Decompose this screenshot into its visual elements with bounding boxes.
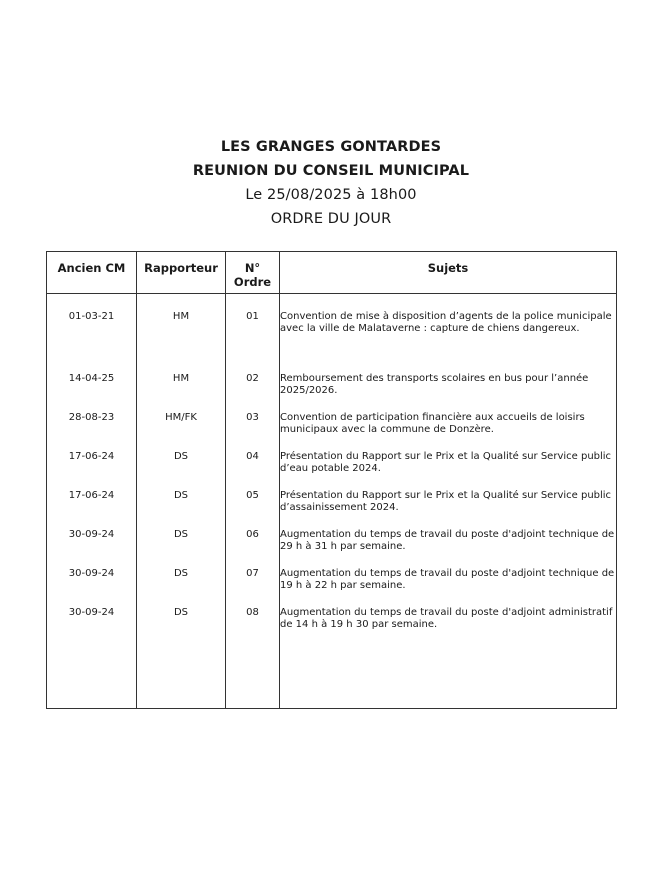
cell-sujet: Présentation du Rapport sur le Prix et la Qualité sur Service public d’assainissement 2024.: [280, 475, 617, 514]
empty-cell: [226, 631, 280, 709]
cell-ancien-cm: 17-06-24: [47, 436, 137, 475]
agenda-title: ORDRE DU JOUR: [270, 211, 392, 227]
cell-rapporteur: DS: [137, 592, 226, 631]
table-row: [47, 553, 617, 592]
cell-numero: 05: [226, 475, 280, 514]
cell-ancien-cm: 17-06-24: [47, 475, 137, 514]
cell-sujet: Augmentation du temps de travail du poste d'adjoint administratif de 14 h à 19 h 30 par semaine.: [280, 592, 617, 631]
cell-sujet: Augmentation du temps de travail du poste d'adjoint technique de 29 h à 31 h par semaine.: [280, 514, 617, 553]
cell-sujet: Convention de mise à disposition d’agents de la police municipale avec la ville de Malataverne : capture de chiens dangereux.: [280, 294, 617, 358]
empty-cell: [280, 631, 617, 709]
cell-numero: 07: [226, 553, 280, 592]
column-header-sujets: Sujets: [280, 252, 617, 294]
meeting-date: Le 25/08/2025 à 18h00: [245, 187, 417, 203]
table-row: [47, 397, 617, 436]
cell-numero: 03: [226, 397, 280, 436]
cell-ancien-cm: 30-09-24: [47, 592, 137, 631]
table-row: [47, 294, 617, 358]
cell-rapporteur: DS: [137, 553, 226, 592]
cell-sujet: Remboursement des transports scolaires en bus pour l’année 2025/2026.: [280, 358, 617, 397]
table-row: [47, 436, 617, 475]
cell-numero: 08: [226, 592, 280, 631]
column-header-numero: [226, 252, 280, 294]
agenda-table: [46, 251, 617, 709]
cell-sujet: Convention de participation financière aux accueils de loisirs municipaux avec la commune de Donzère.: [280, 397, 617, 436]
meeting-title: REUNION DU CONSEIL MUNICIPAL: [192, 163, 470, 179]
cell-sujet: Augmentation du temps de travail du poste d'adjoint technique de 19 h à 22 h par semaine.: [280, 553, 617, 592]
document-header: [0, 135, 662, 231]
table-row: [47, 475, 617, 514]
commune-title: LES GRANGES GONTARDES: [220, 139, 442, 155]
cell-rapporteur: HM/FK: [137, 397, 226, 436]
cell-ancien-cm: 28-08-23: [47, 397, 137, 436]
cell-numero: 02: [226, 358, 280, 397]
cell-sujet: Présentation du Rapport sur le Prix et la Qualité sur Service public d’eau potable 2024.: [280, 436, 617, 475]
table-row: [47, 592, 617, 631]
empty-cell: [137, 631, 226, 709]
cell-numero: 04: [226, 436, 280, 475]
table-row: [47, 358, 617, 397]
cell-ancien-cm: 01-03-21: [47, 294, 137, 358]
column-header-numero-line2: Ordre: [233, 275, 272, 289]
cell-rapporteur: HM: [137, 358, 226, 397]
cell-rapporteur: DS: [137, 475, 226, 514]
table-row: [47, 514, 617, 553]
cell-ancien-cm: 30-09-24: [47, 514, 137, 553]
cell-numero: 06: [226, 514, 280, 553]
table-header-row: [47, 252, 617, 294]
cell-rapporteur: DS: [137, 514, 226, 553]
cell-ancien-cm: 14-04-25: [47, 358, 137, 397]
cell-rapporteur: HM: [137, 294, 226, 358]
cell-ancien-cm: 30-09-24: [47, 553, 137, 592]
column-header-ancien-cm: Ancien CM: [47, 252, 137, 294]
table-empty-space: [47, 631, 617, 709]
empty-cell: [47, 631, 137, 709]
column-header-numero-line1: N°: [244, 261, 261, 275]
cell-rapporteur: DS: [137, 436, 226, 475]
cell-numero: 01: [226, 294, 280, 358]
column-header-rapporteur: Rapporteur: [137, 252, 226, 294]
